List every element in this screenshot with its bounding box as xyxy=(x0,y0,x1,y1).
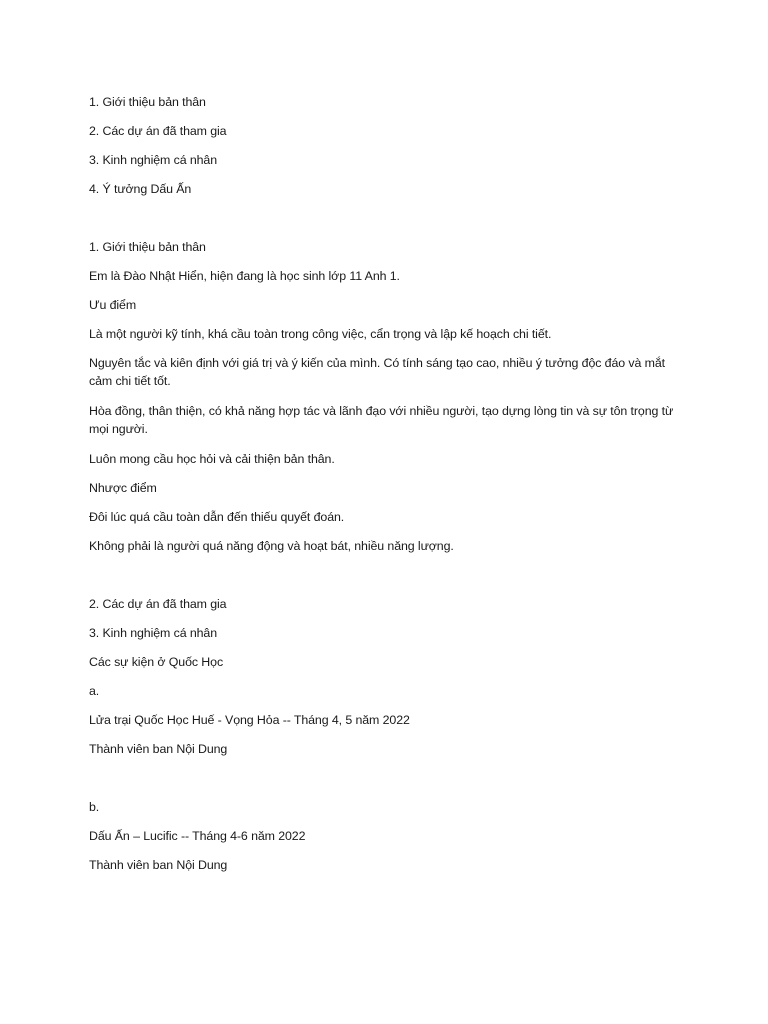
strength-item-3: Hòa đồng, thân thiện, có khả năng hợp tác và lãnh đạo với nhiều người, tạo dựng lòng tin và sự tôn trọng từ mọi người. xyxy=(89,404,674,436)
toc-item-1: 1. Giới thiệu bản thân xyxy=(89,95,206,109)
weaknesses-heading: Nhược điểm xyxy=(89,481,157,495)
strength-item-4: Luôn mong cầu học hỏi và cải thiện bản thân. xyxy=(89,452,335,466)
event-a-marker: a. xyxy=(89,684,100,698)
strengths-heading: Ưu điểm xyxy=(89,298,137,312)
section3-heading: 3. Kinh nghiệm cá nhân xyxy=(89,626,217,640)
event-a-title: Lửa trại Quốc Học Huế - Vọng Hỏa -- Tháng 4, 5 năm 2022 xyxy=(89,713,410,727)
toc-item-4: 4. Ý tưởng Dấu Ấn xyxy=(89,182,192,196)
event-a-role: Thành viên ban Nội Dung xyxy=(89,742,228,756)
intro-paragraph: Em là Đào Nhật Hiển, hiện đang là học sinh lớp 11 Anh 1. xyxy=(89,269,400,283)
weakness-item-2: Không phải là người quá năng động và hoạt bát, nhiều năng lượng. xyxy=(89,539,454,553)
section2-heading: 2. Các dự án đã tham gia xyxy=(89,597,227,611)
event-b-title: Dấu Ấn – Lucific -- Tháng 4-6 năm 2022 xyxy=(89,829,306,843)
toc-item-2: 2. Các dự án đã tham gia xyxy=(89,124,227,138)
events-subheading: Các sự kiện ở Quốc Học xyxy=(89,655,224,669)
event-b-marker: b. xyxy=(89,800,100,814)
strength-item-2: Nguyên tắc và kiên định với giá trị và ý kiến của mình. Có tính sáng tạo cao, nhiều ý tưởng độc đáo và mắt cảm chi tiết tốt. xyxy=(89,356,665,388)
toc-item-3: 3. Kinh nghiệm cá nhân xyxy=(89,153,217,167)
section1-heading: 1. Giới thiệu bản thân xyxy=(89,240,206,254)
event-b-role: Thành viên ban Nội Dung xyxy=(89,858,228,872)
weakness-item-1: Đôi lúc quá cầu toàn dẫn đến thiếu quyết đoán. xyxy=(89,510,345,524)
strength-item-1: Là một người kỹ tính, khá cầu toàn trong công việc, cẩn trọng và lập kế hoạch chi tiết. xyxy=(89,327,552,341)
